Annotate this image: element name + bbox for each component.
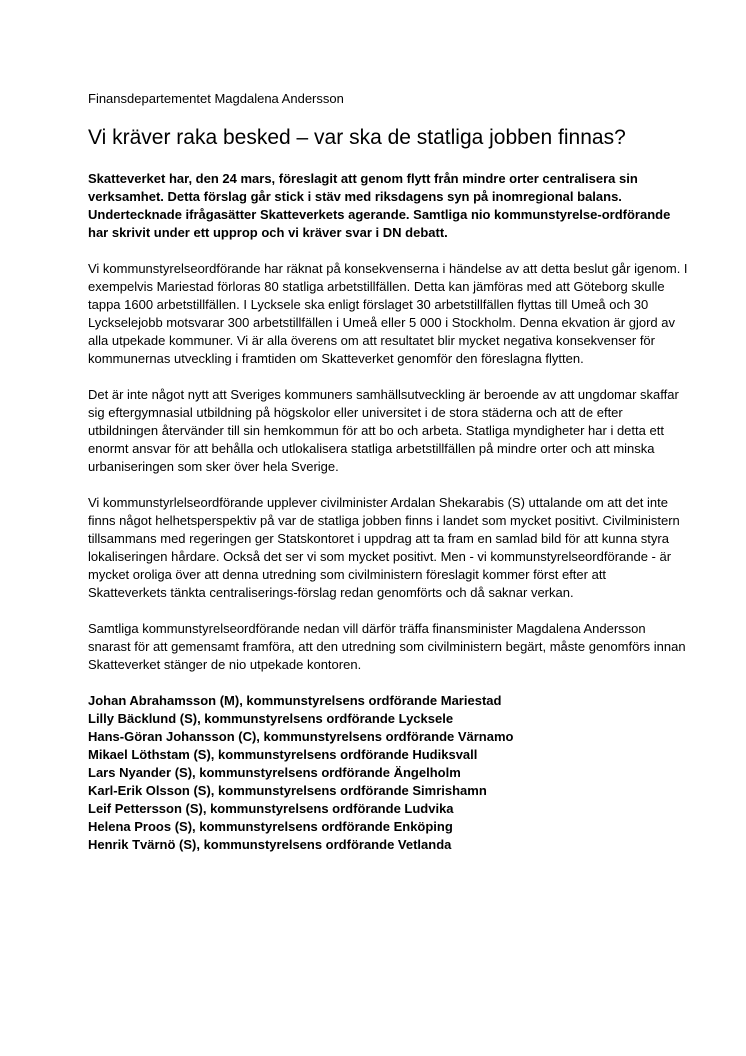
- signatory-line: Leif Pettersson (S), kommunstyrelsens ordförande Ludvika: [88, 801, 454, 816]
- body-paragraph: Vi kommunstyrlelseordförande upplever civilminister Ardalan Shekarabis (S) uttalande om att det inte finns något helhetsperspektiv på var de statliga jobben finns i landet som mycket positivt. Civilministern tillsammans med regeringen ger Statskontoret i uppdrag att ta fram en samlad bild för att kunna styra lokaliseringen hårdare. Också det ser vi som mycket positivt. Men - vi kommunstyrelseordförande - är mycket oroliga över att denna utredning som civilministern föreslagit kommer först efter att Skatteverkets tänkta centraliserings-förslag redan genomförts och då saknar verkan.: [88, 495, 680, 600]
- signatory-line: Karl-Erik Olsson (S), kommunstyrelsens ordförande Simrishamn: [88, 783, 487, 798]
- signatory-list: [88, 692, 688, 854]
- signatory-line: Hans-Göran Johansson (C), kommunstyrelsens ordförande Värnamo: [88, 729, 514, 744]
- body-paragraph: Det är inte något nytt att Sveriges kommuners samhällsutveckling är beroende av att ungdomar skaffar sig eftergymnasial utbildning på högskolor eller universitet i de stora städerna och att de efter utbildningen återvänder till sin hemkommun för att bo och arbeta. Statliga myndigheter har i detta ett enormt ansvar för att behålla och utlokalisera statliga arbetstillfällen på mindre orter och att minska urbaniseringen som sker över hela Sverige.: [88, 387, 679, 474]
- signatory-line: Mikael Löthstam (S), kommunstyrelsens ordförande Hudiksvall: [88, 747, 478, 762]
- signatory-line: Henrik Tvärnö (S), kommunstyrelsens ordförande Vetlanda: [88, 837, 452, 852]
- lead-paragraph: Skatteverket har, den 24 mars, föreslagit att genom flytt från mindre orter centralisera sin verksamhet. Detta förslag går stick i stäv med riksdagens syn på inomregional balans. Undertecknade ifrågasätter Skatteverkets agerande. Samtliga nio kommunstyrelse-ordförande har skrivit under ett upprop och vi kräver svar i DN debatt.: [88, 171, 671, 240]
- body-paragraph: Vi kommunstyrelseordförande har räknat på konsekvenserna i händelse av att detta beslut går igenom. I exempelvis Mariestad förloras 80 statliga arbetstillfällen. Detta kan jämföras med att Göteborg skulle tappa 1600 arbetstillfällen. I Lycksele ska enligt förslaget 30 arbetstillfällen flyttas till Umeå och 30 Lyckselejobb motsvarar 300 arbetstillfällen i Umeå eller 5 000 i Stockholm. Denna ekvation är gjord av alla utpekade kommuner. Vi är alla överens om att resultatet blir mycket negativa konsekvenser för kommunernas utveckling i framtiden om Skatteverket genomför den föreslagna flytten.: [88, 261, 688, 366]
- document-page: [88, 90, 688, 854]
- recipient-line: Finansdepartementet Magdalena Andersson: [88, 91, 344, 106]
- signatory-line: Lars Nyander (S), kommunstyrelsens ordförande Ängelholm: [88, 765, 461, 780]
- body-paragraph: Samtliga kommunstyrelseordförande nedan vill därför träffa finansminister Magdalena Andersson snarast för att gemensamt framföra, att den utredning som civilministern begärt, måste genomförs innan Skatteverket stänger de nio utpekade kontoren.: [88, 621, 686, 672]
- headline: Vi kräver raka besked – var ska de statliga jobben finnas?: [88, 126, 626, 149]
- signatory-line: Helena Proos (S), kommunstyrelsens ordförande Enköping: [88, 819, 453, 834]
- signatory-line: Johan Abrahamsson (M), kommunstyrelsens ordförande Mariestad: [88, 693, 502, 708]
- signatory-line: Lilly Bäcklund (S), kommunstyrelsens ordförande Lycksele: [88, 711, 454, 726]
